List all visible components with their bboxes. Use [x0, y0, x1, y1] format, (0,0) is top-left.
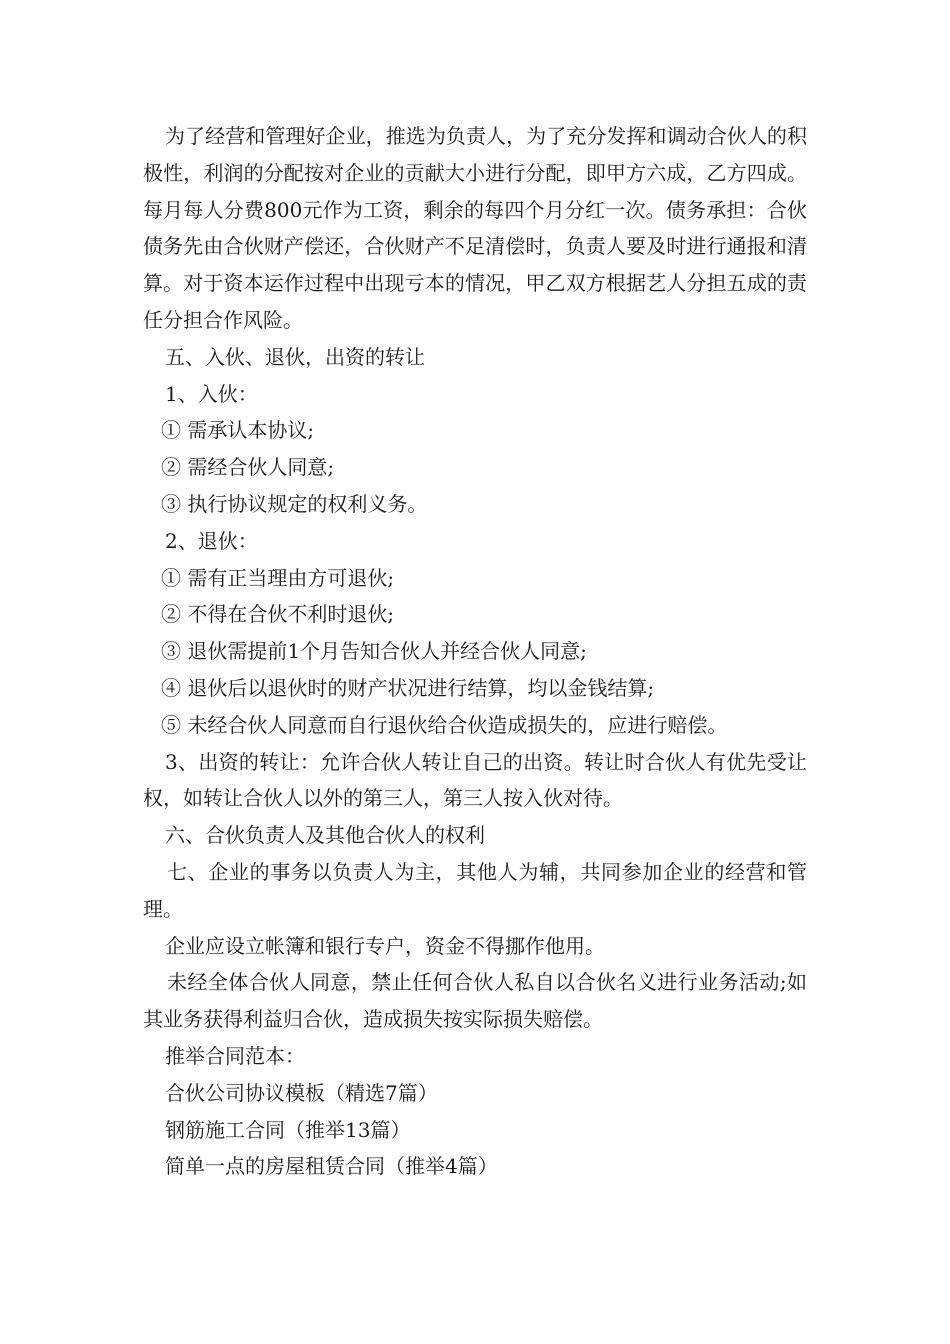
join-item-1: ① 需承认本协议; [161, 418, 315, 443]
withdraw-item-1: ① 需有正当理由方可退伙; [161, 565, 395, 590]
recommended-templates-heading: 推举合同范本： [165, 1043, 305, 1068]
withdraw-item-5: ⑤ 未经合伙人同意而自行退伙给合伙造成损失的，应进行赔偿。 [161, 712, 728, 737]
recommended-link-3[interactable]: 简单一点的房屋租赁合同（推举4篇） [165, 1154, 498, 1179]
recommended-link-2[interactable]: 钢筋施工合同（推举13篇） [165, 1117, 411, 1142]
section-five-heading: 五、入伙、退伙，出资的转让 [165, 344, 425, 369]
consent-paragraph: 未经全体合伙人同意，禁止任何合伙人私自以合伙名义进行业务活动;如其业务获得利益归合伙，造成损失按实际损失赔偿。 [143, 970, 807, 1032]
profit-distribution-paragraph: 为了经营和管理好企业，推选为负责人，为了充分发挥和调动合伙人的积极性，利润的分配按对企业的贡献大小进行分配，即甲方六成，乙方四成。每月每人分费800元作为工资，剩余的每四个月分红一次。债务承担：合伙债务先由合伙财产偿还，合伙财产不足清偿时，负责人要及时进行通报和清算。对于资本运作过程中出现亏本的情况，甲乙双方根据艺人分担五成的责任分担合作风险。 [143, 124, 807, 332]
accounts-paragraph: 企业应设立帐簿和银行专户，资金不得挪作他用。 [165, 933, 605, 958]
section-six-heading: 六、合伙负责人及其他合伙人的权利 [165, 823, 485, 848]
section-seven-paragraph: 七、企业的事务以负责人为主，其他人为辅，共同参加企业的经营和管理。 [143, 859, 807, 921]
join-subheading: 1、入伙： [165, 381, 258, 406]
recommended-link-1[interactable]: 合伙公司协议模板（精选7篇） [165, 1080, 438, 1105]
document-body [143, 118, 807, 1185]
withdraw-item-3: ③ 退伙需提前1个月告知合伙人并经合伙人同意; [161, 639, 587, 664]
capital-transfer-paragraph: 3、出资的转让：允许合伙人转让自己的出资。转让时合伙人有优先受让权，如转让合伙人以外的第三人，第三人按入伙对待。 [143, 749, 807, 811]
join-item-2: ② 需经合伙人同意; [161, 455, 335, 480]
join-item-3: ③ 执行协议规定的权利义务。 [161, 491, 428, 516]
withdraw-subheading: 2、退伙： [165, 528, 258, 553]
withdraw-item-2: ② 不得在合伙不利时退伙; [161, 602, 395, 627]
withdraw-item-4: ④ 退伙后以退伙时的财产状况进行结算，均以金钱结算; [161, 675, 655, 700]
